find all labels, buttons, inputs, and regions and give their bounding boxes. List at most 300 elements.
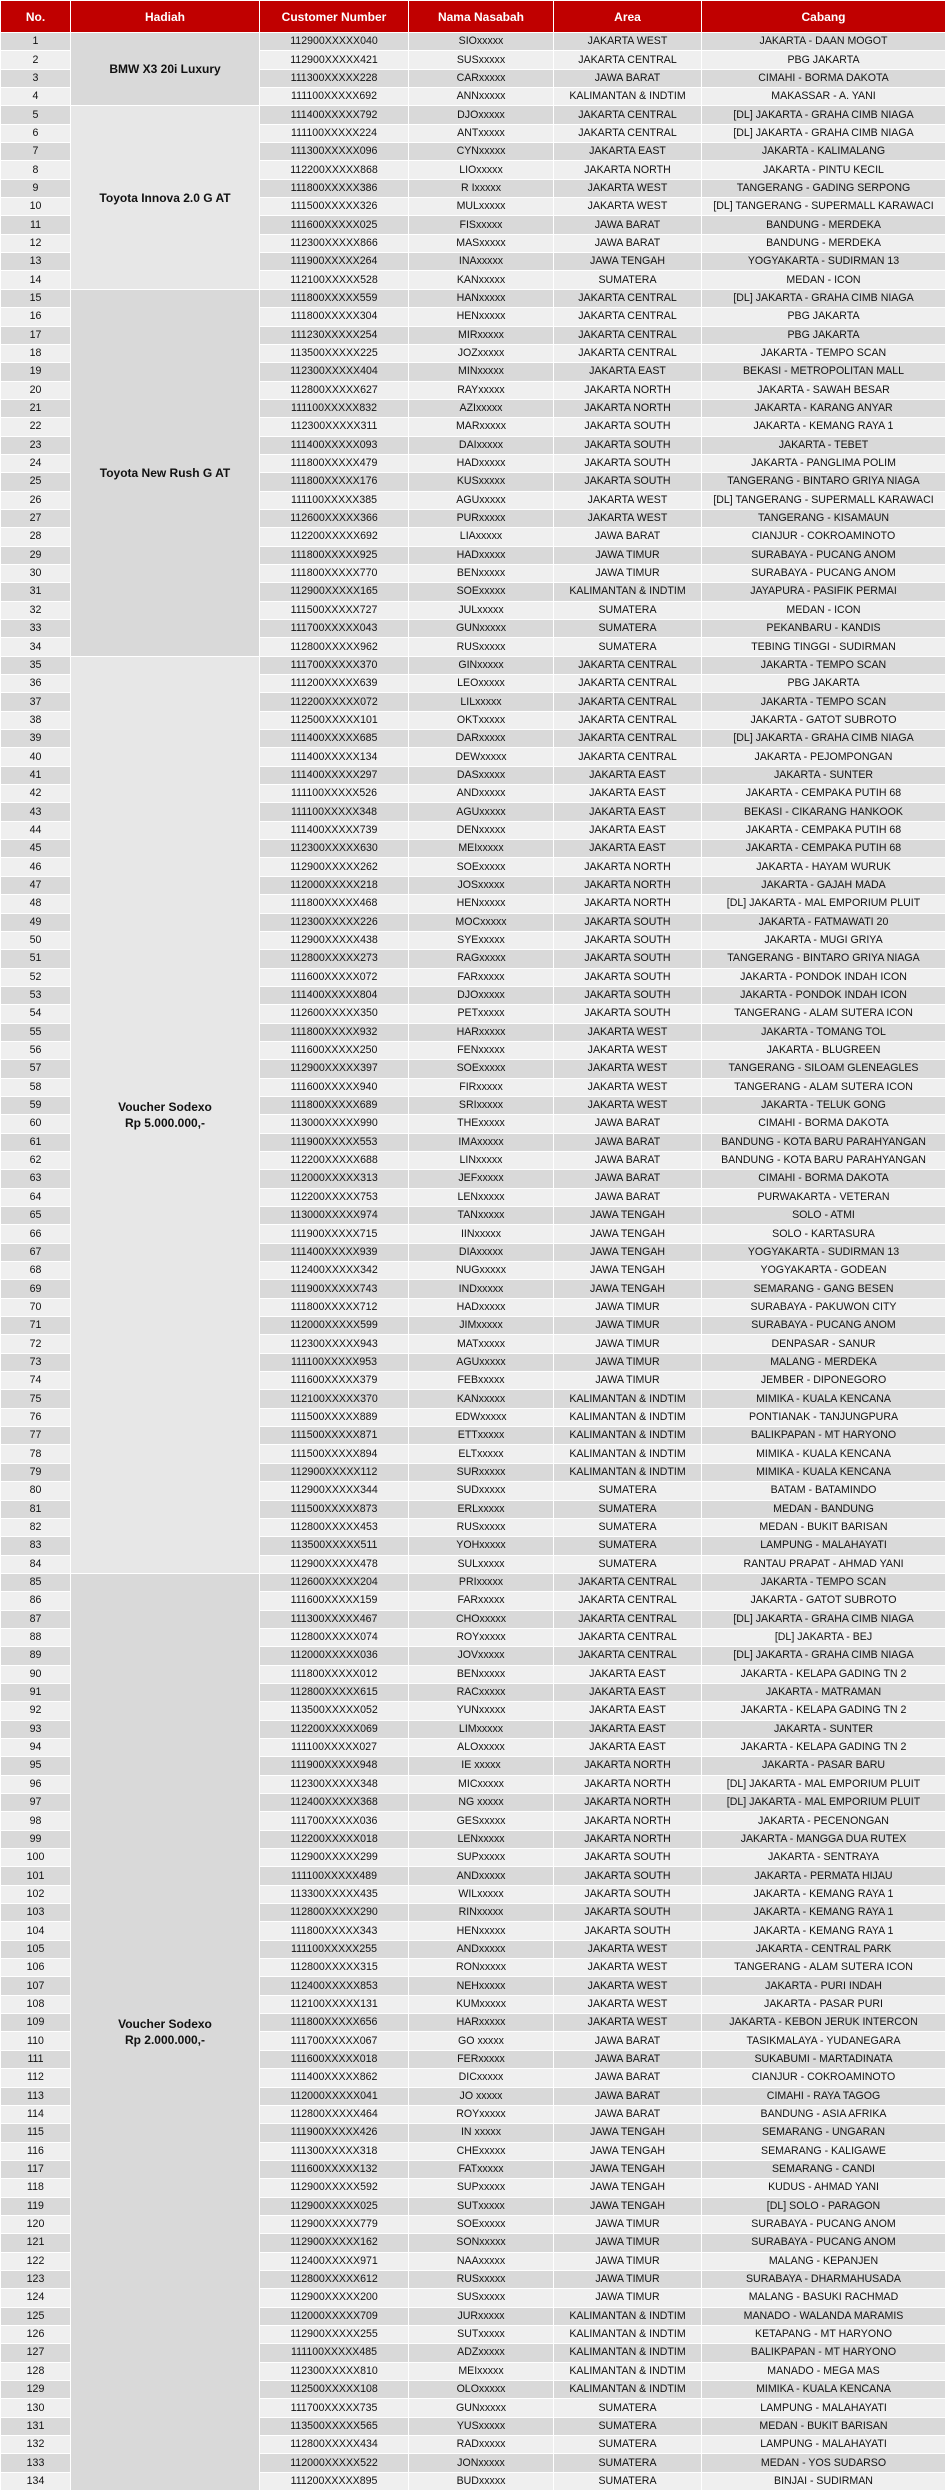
branch: [DL] SOLO - PARAGON [702,2197,946,2215]
branch: CIMAHI - RAYA TAGOG [702,2087,946,2105]
branch: LAMPUNG - MALAHAYATI [702,2436,946,2454]
customer-name: SUTxxxxx [409,2325,554,2343]
customer-name: LINxxxxx [409,1151,554,1169]
branch: JAKARTA - PURI INDAH [702,1977,946,1995]
prize-cell: Toyota New Rush G AT [71,289,260,656]
customer-number: 111200XXXXX895 [260,2472,409,2490]
row-number: 3 [1,69,71,87]
customer-name: FENxxxxx [409,1041,554,1059]
customer-name: MOCxxxxx [409,913,554,931]
customer-name: JOVxxxxx [409,1647,554,1665]
area: JAWA TIMUR [554,1335,702,1353]
customer-number: 112800XXXXX615 [260,1683,409,1701]
row-number: 33 [1,620,71,638]
branch: MALANG - BASUKI RACHMAD [702,2289,946,2307]
area: JAKARTA EAST [554,1683,702,1701]
customer-number: 112900XXXXX025 [260,2197,409,2215]
branch: JAKARTA - KEMANG RAYA 1 [702,1922,946,1940]
row-number: 10 [1,198,71,216]
area: JAWA TIMUR [554,1298,702,1316]
branch: JAKARTA - GATOT SUBROTO [702,711,946,729]
customer-name: ERLxxxxx [409,1500,554,1518]
customer-name: TANxxxxx [409,1207,554,1225]
customer-name: MICxxxxx [409,1775,554,1793]
row-number: 129 [1,2381,71,2399]
customer-number: 112400XXXXX368 [260,1794,409,1812]
area: JAKARTA SOUTH [554,1005,702,1023]
customer-number: 112200XXXXX692 [260,528,409,546]
customer-number: 112400XXXXX971 [260,2252,409,2270]
area: JAKARTA SOUTH [554,473,702,491]
row-number: 64 [1,1188,71,1206]
customer-number: 112300XXXXX404 [260,363,409,381]
area: KALIMANTAN & INDTIM [554,583,702,601]
customer-number: 112900XXXXX262 [260,858,409,876]
customer-number: 112900XXXXX255 [260,2325,409,2343]
row-number: 61 [1,1133,71,1151]
customer-name: HADxxxxx [409,454,554,472]
row-number: 69 [1,1280,71,1298]
customer-number: 112300XXXXX630 [260,840,409,858]
customer-name: HENxxxxx [409,1922,554,1940]
customer-number: 112900XXXXX344 [260,1482,409,1500]
row-number: 130 [1,2399,71,2417]
branch: CIMAHI - BORMA DAKOTA [702,1115,946,1133]
row-number: 14 [1,271,71,289]
area: JAKARTA EAST [554,1738,702,1756]
row-number: 102 [1,1885,71,1903]
customer-number: 111600XXXXX250 [260,1041,409,1059]
customer-name: GO xxxxx [409,2032,554,2050]
customer-name: DJOxxxxx [409,986,554,1004]
customer-number: 112800XXXXX962 [260,638,409,656]
customer-name: JOZxxxxx [409,344,554,362]
customer-number: 111100XXXXX255 [260,1940,409,1958]
row-number: 47 [1,876,71,894]
customer-name: MINxxxxx [409,363,554,381]
customer-number: 111800XXXXX176 [260,473,409,491]
area: JAWA BARAT [554,2050,702,2068]
branch: BANDUNG - MERDEKA [702,234,946,252]
customer-name: IE xxxxx [409,1757,554,1775]
row-number: 24 [1,454,71,472]
branch: MALANG - MERDEKA [702,1353,946,1371]
area: JAWA BARAT [554,69,702,87]
row-number: 109 [1,2014,71,2032]
header-customer-name: Nama Nasabah [409,1,554,33]
area: SUMATERA [554,620,702,638]
branch: JAKARTA - PECENONGAN [702,1812,946,1830]
customer-name: PETxxxxx [409,1005,554,1023]
row-number: 128 [1,2362,71,2380]
customer-name: YUSxxxxx [409,2417,554,2435]
row-number: 15 [1,289,71,307]
customer-name: R Ixxxxx [409,179,554,197]
area: JAWA TIMUR [554,2270,702,2288]
area: SUMATERA [554,1537,702,1555]
customer-name: SOExxxxx [409,1060,554,1078]
area: JAWA BARAT [554,1188,702,1206]
row-number: 59 [1,1096,71,1114]
customer-name: NG xxxxx [409,1794,554,1812]
customer-number: 111600XXXXX025 [260,216,409,234]
branch: BALIKPAPAN - MT HARYONO [702,2344,946,2362]
area: JAWA TENGAH [554,2160,702,2178]
customer-name: HANxxxxx [409,289,554,307]
row-number: 123 [1,2270,71,2288]
customer-number: 113500XXXXX052 [260,1702,409,1720]
customer-number: 112400XXXXX342 [260,1262,409,1280]
row-number: 99 [1,1830,71,1848]
area: JAKARTA WEST [554,1060,702,1078]
area: JAKARTA CENTRAL [554,106,702,124]
branch: TANGERANG - GADING SERPONG [702,179,946,197]
area: JAKARTA EAST [554,840,702,858]
area: SUMATERA [554,2454,702,2472]
customer-number: 112000XXXXX599 [260,1317,409,1335]
branch: [DL] JAKARTA - MAL EMPORIUM PLUIT [702,895,946,913]
customer-number: 112000XXXXX313 [260,1170,409,1188]
branch: JAKARTA - BLUGREEN [702,1041,946,1059]
area: SUMATERA [554,2399,702,2417]
area: JAKARTA SOUTH [554,950,702,968]
customer-name: MARxxxxx [409,418,554,436]
branch: TANGERANG - SILOAM GLENEAGLES [702,1060,946,1078]
row-number: 134 [1,2472,71,2490]
area: JAWA TENGAH [554,253,702,271]
row-number: 18 [1,344,71,362]
customer-number: 111300XXXXX096 [260,143,409,161]
row-number: 88 [1,1628,71,1646]
customer-number: 112900XXXXX040 [260,33,409,51]
branch: JEMBER - DIPONEGORO [702,1372,946,1390]
area: JAKARTA NORTH [554,1830,702,1848]
branch: KUDUS - AHMAD YANI [702,2179,946,2197]
customer-name: INAxxxxx [409,253,554,271]
row-number: 1 [1,33,71,51]
row-number: 48 [1,895,71,913]
customer-number: 111100XXXXX485 [260,2344,409,2362]
area: JAKARTA CENTRAL [554,308,702,326]
row-number: 115 [1,2124,71,2142]
area: JAKARTA EAST [554,766,702,784]
customer-number: 111800XXXXX689 [260,1096,409,1114]
row-number: 49 [1,913,71,931]
customer-name: CARxxxxx [409,69,554,87]
row-number: 11 [1,216,71,234]
customer-name: DENxxxxx [409,821,554,839]
customer-number: 112200XXXXX072 [260,693,409,711]
table-row [1,106,946,124]
row-number: 36 [1,675,71,693]
customer-name: NUGxxxxx [409,1262,554,1280]
customer-number: 111400XXXXX939 [260,1243,409,1261]
area: JAWA TIMUR [554,2215,702,2233]
customer-name: SOExxxxx [409,583,554,601]
row-number: 81 [1,1500,71,1518]
row-number: 79 [1,1463,71,1481]
area: JAKARTA NORTH [554,1794,702,1812]
customer-name: YOHxxxxx [409,1537,554,1555]
customer-number: 113000XXXXX974 [260,1207,409,1225]
area: JAKARTA CENTRAL [554,1592,702,1610]
row-number: 23 [1,436,71,454]
branch: TANGERANG - BINTARO GRIYA NIAGA [702,473,946,491]
branch: MIMIKA - KUALA KENCANA [702,1445,946,1463]
customer-name: LIMxxxxx [409,1720,554,1738]
customer-number: 112900XXXXX438 [260,931,409,949]
customer-name: SUTxxxxx [409,2197,554,2215]
row-number: 2 [1,51,71,69]
customer-number: 112900XXXXX200 [260,2289,409,2307]
area: JAKARTA CENTRAL [554,1610,702,1628]
area: SUMATERA [554,2436,702,2454]
customer-number: 111600XXXXX018 [260,2050,409,2068]
customer-name: FIRxxxxx [409,1078,554,1096]
customer-number: 111500XXXXX871 [260,1427,409,1445]
branch: SURABAYA - PAKUWON CITY [702,1298,946,1316]
branch: JAKARTA - SAWAH BESAR [702,381,946,399]
branch: JAKARTA - FATMAWATI 20 [702,913,946,931]
branch: [DL] JAKARTA - GRAHA CIMB NIAGA [702,289,946,307]
customer-number: 112300XXXXX311 [260,418,409,436]
branch: BEKASI - CIKARANG HANKOOK [702,803,946,821]
row-number: 93 [1,1720,71,1738]
row-number: 82 [1,1518,71,1536]
row-number: 17 [1,326,71,344]
row-number: 106 [1,1959,71,1977]
customer-number: 111100XXXXX953 [260,1353,409,1371]
area: JAWA TENGAH [554,2124,702,2142]
row-number: 6 [1,124,71,142]
customer-name: RACxxxxx [409,1683,554,1701]
branch: MANADO - MEGA MAS [702,2362,946,2380]
row-number: 29 [1,546,71,564]
area: JAKARTA CENTRAL [554,124,702,142]
customer-name: CHOxxxxx [409,1610,554,1628]
customer-name: BUDxxxxx [409,2472,554,2490]
row-number: 125 [1,2307,71,2325]
row-number: 52 [1,968,71,986]
row-number: 19 [1,363,71,381]
area: JAKARTA SOUTH [554,1922,702,1940]
customer-number: 111800XXXXX925 [260,546,409,564]
area: SUMATERA [554,1518,702,1536]
row-number: 91 [1,1683,71,1701]
area: JAKARTA WEST [554,1959,702,1977]
row-number: 62 [1,1151,71,1169]
branch: TASIKMALAYA - YUDANEGARA [702,2032,946,2050]
area: JAKARTA CENTRAL [554,656,702,674]
area: JAWA BARAT [554,1115,702,1133]
area: JAKARTA WEST [554,198,702,216]
branch: MALANG - KEPANJEN [702,2252,946,2270]
branch: [DL] JAKARTA - GRAHA CIMB NIAGA [702,730,946,748]
row-number: 50 [1,931,71,949]
row-number: 68 [1,1262,71,1280]
customer-name: EDWxxxxx [409,1408,554,1426]
customer-number: 111800XXXXX479 [260,454,409,472]
customer-number: 112800XXXXX434 [260,2436,409,2454]
branch: JAKARTA - CEMPAKA PUTIH 68 [702,821,946,839]
customer-name: KUMxxxxx [409,1995,554,2013]
area: JAKARTA CENTRAL [554,711,702,729]
customer-number: 111200XXXXX639 [260,675,409,693]
row-number: 9 [1,179,71,197]
customer-name: KANxxxxx [409,1390,554,1408]
customer-name: RUSxxxxx [409,2270,554,2288]
area: JAKARTA NORTH [554,858,702,876]
branch: BANDUNG - ASIA AFRIKA [702,2105,946,2123]
customer-number: 112900XXXXX112 [260,1463,409,1481]
area: JAKARTA WEST [554,1041,702,1059]
area: JAKARTA EAST [554,143,702,161]
branch: JAKARTA - PINTU KECIL [702,161,946,179]
customer-name: FEBxxxxx [409,1372,554,1390]
area: SUMATERA [554,1555,702,1573]
branch: BEKASI - METROPOLITAN MALL [702,363,946,381]
branch: YOGYAKARTA - SUDIRMAN 13 [702,1243,946,1261]
customer-name: PURxxxxx [409,509,554,527]
branch: JAKARTA - PERMATA HIJAU [702,1867,946,1885]
customer-number: 111800XXXXX559 [260,289,409,307]
area: JAKARTA CENTRAL [554,1647,702,1665]
branch: PURWAKARTA - VETERAN [702,1188,946,1206]
branch: MEDAN - ICON [702,601,946,619]
branch: JAKARTA - PONDOK INDAH ICON [702,986,946,1004]
area: KALIMANTAN & INDTIM [554,2325,702,2343]
customer-number: 111100XXXXX832 [260,399,409,417]
customer-name: FISxxxxx [409,216,554,234]
customer-number: 111600XXXXX159 [260,1592,409,1610]
customer-number: 112800XXXXX273 [260,950,409,968]
customer-number: 112600XXXXX366 [260,509,409,527]
row-number: 124 [1,2289,71,2307]
branch: JAKARTA - KARANG ANYAR [702,399,946,417]
customer-number: 112300XXXXX943 [260,1335,409,1353]
row-number: 44 [1,821,71,839]
customer-number: 112800XXXXX612 [260,2270,409,2288]
branch: JAKARTA - MATRAMAN [702,1683,946,1701]
table-body [1,33,946,2491]
customer-name: MEIxxxxx [409,2362,554,2380]
branch: SURABAYA - PUCANG ANOM [702,546,946,564]
area: JAWA TENGAH [554,1280,702,1298]
customer-number: 111300XXXXX318 [260,2142,409,2160]
customer-name: ALOxxxxx [409,1738,554,1756]
customer-number: 112900XXXXX779 [260,2215,409,2233]
branch: [DL] JAKARTA - GRAHA CIMB NIAGA [702,124,946,142]
customer-number: 113000XXXXX990 [260,1115,409,1133]
row-number: 66 [1,1225,71,1243]
branch: SEMARANG - GANG BESEN [702,1280,946,1298]
customer-name: SUDxxxxx [409,1482,554,1500]
branch: PBG JAKARTA [702,308,946,326]
branch: JAKARTA - PANGLIMA POLIM [702,454,946,472]
area: KALIMANTAN & INDTIM [554,2307,702,2325]
branch: JAKARTA - CEMPAKA PUTIH 68 [702,785,946,803]
area: JAKARTA CENTRAL [554,693,702,711]
customer-name: GINxxxxx [409,656,554,674]
row-number: 97 [1,1794,71,1812]
customer-name: HADxxxxx [409,1298,554,1316]
row-number: 57 [1,1060,71,1078]
area: JAKARTA EAST [554,803,702,821]
customer-name: CYNxxxxx [409,143,554,161]
customer-number: 111900XXXXX948 [260,1757,409,1775]
customer-number: 111800XXXXX012 [260,1665,409,1683]
branch: KETAPANG - MT HARYONO [702,2325,946,2343]
customer-number: 111400XXXXX862 [260,2069,409,2087]
header-branch: Cabang [702,1,946,33]
row-number: 58 [1,1078,71,1096]
row-number: 25 [1,473,71,491]
customer-number: 111800XXXXX386 [260,179,409,197]
row-number: 112 [1,2069,71,2087]
customer-name: LIAxxxxx [409,528,554,546]
customer-name: LENxxxxx [409,1830,554,1848]
customer-number: 112800XXXXX464 [260,2105,409,2123]
row-number: 107 [1,1977,71,1995]
row-number: 90 [1,1665,71,1683]
area: SUMATERA [554,1482,702,1500]
branch: JAKARTA - TEMPO SCAN [702,344,946,362]
customer-name: AZIxxxxx [409,399,554,417]
row-number: 101 [1,1867,71,1885]
customer-name: SOExxxxx [409,858,554,876]
area: JAKARTA NORTH [554,161,702,179]
row-number: 132 [1,2436,71,2454]
customer-number: 111900XXXXX715 [260,1225,409,1243]
branch: TANGERANG - ALAM SUTERA ICON [702,1005,946,1023]
customer-name: IN xxxxx [409,2124,554,2142]
branch: JAKARTA - KEMANG RAYA 1 [702,1885,946,1903]
branch: JAKARTA - KELAPA GADING TN 2 [702,1738,946,1756]
row-number: 5 [1,106,71,124]
area: JAKARTA EAST [554,363,702,381]
area: JAKARTA NORTH [554,1757,702,1775]
row-number: 32 [1,601,71,619]
area: JAKARTA WEST [554,509,702,527]
area: SUMATERA [554,601,702,619]
customer-name: DEWxxxxx [409,748,554,766]
customer-number: 111500XXXXX894 [260,1445,409,1463]
branch: MANADO - WALANDA MARAMIS [702,2307,946,2325]
customer-number: 111500XXXXX873 [260,1500,409,1518]
customer-number: 111800XXXXX343 [260,1922,409,1940]
customer-name: LIOxxxxx [409,161,554,179]
area: KALIMANTAN & INDTIM [554,1408,702,1426]
row-number: 126 [1,2325,71,2343]
customer-number: 112900XXXXX397 [260,1060,409,1078]
customer-number: 112100XXXXX131 [260,1995,409,2013]
customer-number: 112500XXXXX108 [260,2381,409,2399]
customer-name: WILxxxxx [409,1885,554,1903]
row-number: 77 [1,1427,71,1445]
area: KALIMANTAN & INDTIM [554,1427,702,1445]
customer-number: 111800XXXXX932 [260,1023,409,1041]
area: SUMATERA [554,1500,702,1518]
row-number: 30 [1,564,71,582]
branch: PONTIANAK - TANJUNGPURA [702,1408,946,1426]
branch: LAMPUNG - MALAHAYATI [702,2399,946,2417]
area: KALIMANTAN & INDTIM [554,88,702,106]
row-number: 133 [1,2454,71,2472]
customer-name: ROYxxxxx [409,2105,554,2123]
row-number: 31 [1,583,71,601]
branch: PBG JAKARTA [702,51,946,69]
customer-number: 112100XXXXX528 [260,271,409,289]
